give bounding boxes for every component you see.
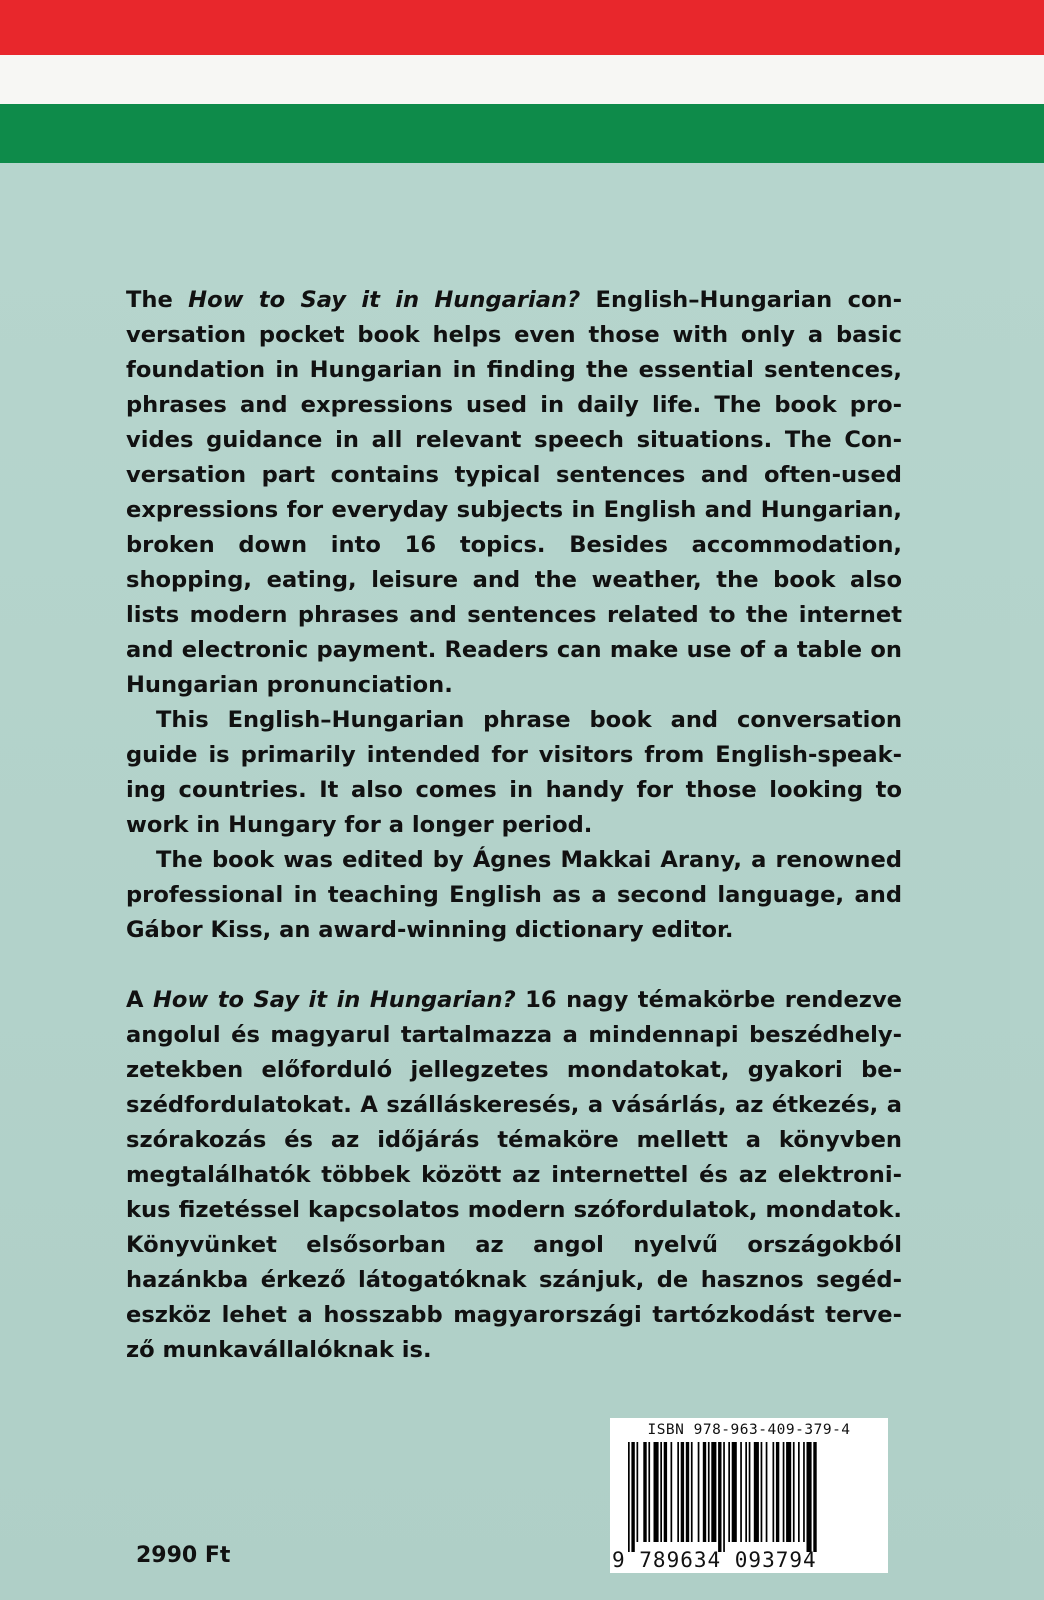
barcode-bar — [793, 1442, 795, 1542]
blurb-text — [126, 283, 902, 1368]
barcode-bar — [691, 1442, 693, 1542]
barcode-bar — [728, 1442, 730, 1542]
barcode-bar — [749, 1442, 751, 1542]
isbn-number: ISBN 978-963-409-379-4 — [647, 1422, 851, 1438]
text-run: 16 nagy témakörbe rendezve angolul és magyarul tartalmazza a mindennapi beszédhelyzetekben előforduló jellegzetes mondatokat, gyakori beszédfordulatokat. A szálláskeresés, a vásárlás, az étkezés, a szórakozás és az időjárás témaköre mellett a könyvben megtalálhatók többek között az internettel és az elektronikus fizetéssel kapcsolatos modern szófordulatok, mondatok. Könyvünket elsősorban az angol nyelvű országokból hazánkba érkező látogatóknak szánjuk, de hasznos segédeszköz lehet a hosszabb magyarországi tartózkodást tervező munkavállalóknak is. — [126, 987, 902, 1363]
barcode-bar — [766, 1442, 768, 1542]
english-paragraph-2: This English–Hungarian phrase book and conversation guide is primarily intended for visitors from English-speaking countries. It also comes in handy for those looking to work in Hungary for a longer period. — [126, 707, 902, 838]
barcode-bar — [677, 1442, 679, 1542]
flag-stripe-white — [0, 55, 1044, 104]
hungarian-paragraph — [126, 983, 902, 1368]
english-paragraph-1 — [126, 283, 902, 703]
barcode-bar — [671, 1442, 673, 1542]
barcode-bar — [654, 1442, 659, 1542]
text-run: The — [126, 287, 189, 313]
isbn-barcode — [610, 1418, 888, 1573]
flag-stripe-red — [0, 0, 1044, 55]
english-paragraph-3: The book was edited by Ágnes Makkai Arany, a renowned professional in teaching English as a second language, and Gábor Kiss, an award-winning dictionary editor. — [126, 847, 902, 943]
barcode-bar — [798, 1442, 800, 1542]
barcode-bar — [708, 1442, 710, 1542]
barcode-bar — [773, 1442, 775, 1542]
barcode-bar — [786, 1442, 791, 1542]
barcode-bar — [711, 1442, 716, 1542]
barcode-bar — [803, 1442, 805, 1542]
barcode-bar — [698, 1442, 700, 1542]
barcode-bar — [745, 1442, 747, 1542]
barcode-bar — [732, 1442, 737, 1542]
barcode-bar — [776, 1442, 779, 1542]
barcode-bar — [664, 1442, 667, 1542]
text-run: English–Hungarian conversation pocket book helps even those with only a basic foundation in Hungarian in finding the essential sentences, phrases and expressions used in daily life. The book provides guidance in all relevant speech situations. The Conversation part contains typical sentences and often-used expressions for everyday subjects in English and Hungarian, broken down into 16 topics. Besides accommodation, shopping, eating, leisure and the weather, the book also lists modern phrases and sentences related to the internet and electronic payment. Readers can make use of a table on Hungarian pronunciation. — [126, 287, 902, 698]
flag-stripe-green — [0, 104, 1044, 163]
barcode-bar — [681, 1442, 684, 1542]
barcode-bar — [628, 1442, 630, 1552]
barcode-bar — [761, 1442, 763, 1542]
barcode-bar — [660, 1442, 662, 1542]
barcode-bar — [807, 1442, 812, 1552]
barcode-bar — [703, 1442, 706, 1542]
barcode-bar — [723, 1442, 725, 1552]
price-label: 2990 Ft — [136, 1543, 231, 1568]
barcode-bar — [686, 1442, 689, 1542]
barcode-digits: 9 789634 093794 — [612, 1548, 817, 1572]
text-run: A — [126, 987, 153, 1013]
barcode-bar — [631, 1442, 634, 1552]
barcode-bar — [637, 1442, 639, 1542]
barcode-bars — [626, 1442, 878, 1552]
barcode-bar — [783, 1442, 785, 1542]
barcode-bar — [643, 1442, 646, 1542]
book-title-italic: How to Say it in Hungarian? — [152, 987, 516, 1013]
barcode-bar — [813, 1442, 816, 1552]
barcode-bar — [648, 1442, 650, 1542]
barcode-bar — [754, 1442, 759, 1542]
barcode-bar — [718, 1442, 721, 1552]
barcode-bar — [740, 1442, 742, 1542]
book-title-italic: How to Say it in Hungarian? — [188, 287, 581, 313]
